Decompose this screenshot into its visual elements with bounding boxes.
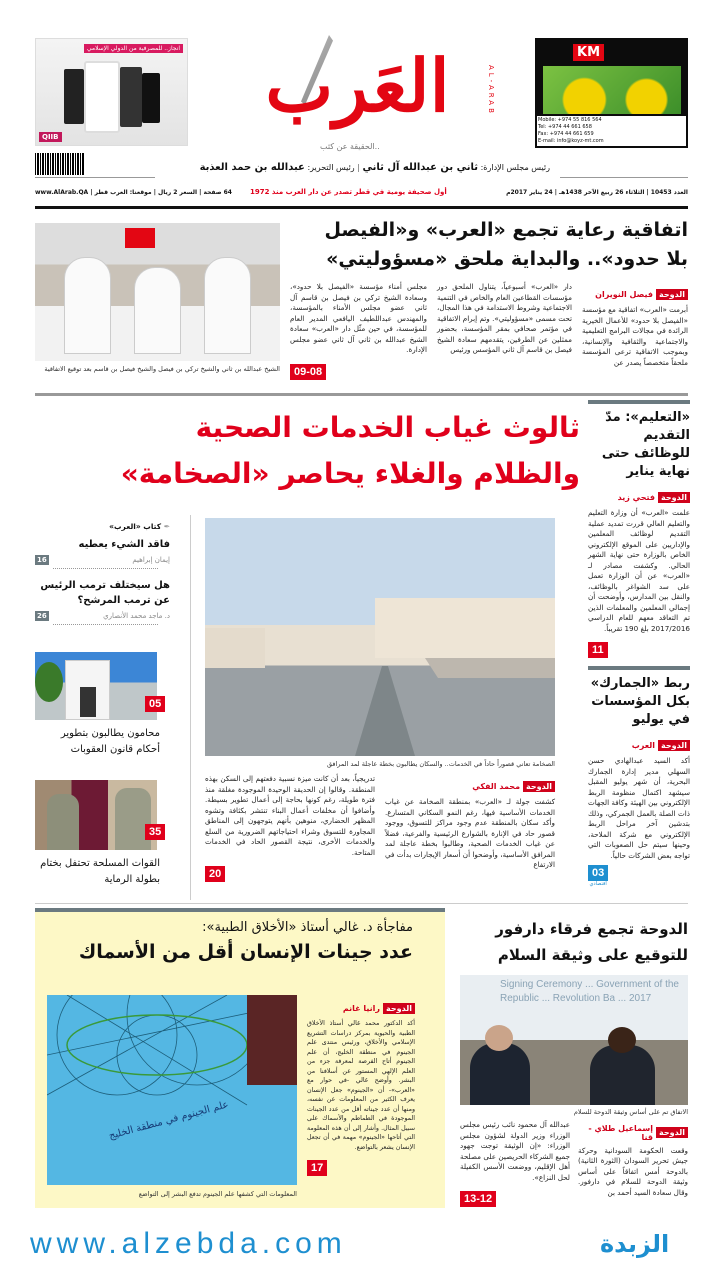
- editor-label: رئيس التحرير:: [307, 163, 355, 172]
- genome-caption: المعلومات التي كشفها علم الجينوم تدفع البشر إلى التواضع: [138, 1190, 297, 1198]
- author: إسماعيل طلاي - قنا: [588, 1123, 654, 1142]
- city-tag: الدوحة: [383, 1003, 415, 1014]
- genome-page-ref[interactable]: 17: [307, 1160, 327, 1176]
- quill-icon: ✒: [163, 522, 170, 531]
- sidebar-article-2[interactable]: [35, 578, 170, 625]
- price: السعر 2 ريال: [158, 189, 198, 196]
- story1-columns: [290, 282, 688, 380]
- ad-fax: Fax: +974 44 661 659: [538, 131, 594, 137]
- author: العرب: [631, 741, 656, 750]
- site-link[interactable]: www.AlArab.QA: [35, 189, 89, 196]
- teaser-1[interactable]: [35, 652, 175, 758]
- page-number: 03: [588, 865, 608, 881]
- main-columns: [205, 774, 555, 882]
- ad-right[interactable]: [535, 38, 688, 148]
- education-page-ref[interactable]: 11: [588, 642, 608, 658]
- genome-photo: [47, 995, 297, 1185]
- main-page-ref[interactable]: 20: [205, 866, 225, 882]
- city-tag: الدوحة: [656, 289, 688, 300]
- genome-byline: [307, 996, 415, 1015]
- site-label: موقعنا: العرب قطر: [94, 189, 152, 196]
- page-ref: 35: [145, 824, 165, 840]
- editors-line: رئيس مجلس الإدارة: ثاني بن عبدالله آل ثاني | رئيس التحرير: عبدالله بن حمد العذبة: [199, 162, 550, 173]
- education-story: [588, 400, 690, 658]
- genome-kicker: مفاجأة د. غالي أستاذ «الأخلاق الطبية»:: [202, 920, 413, 935]
- main-photo: [205, 518, 555, 756]
- author: فتحي زيد: [617, 493, 656, 502]
- darfur-page-ref[interactable]: 13-12: [460, 1191, 496, 1207]
- story1-caption: الشيخ عبدالله بن ثاني والشيخ تركي بن فيصل والشيخ فيصل بن قاسم بعد توقيع الاتفاقية: [44, 365, 280, 373]
- ad-mobile: Mobile: +974 55 816 564: [538, 117, 602, 123]
- main-caption: الصخامة تعاني قصوراً حاداً في الخدمات.. والسكان يطالبون بخطة عاجلة لمد المرافق: [326, 760, 555, 768]
- story1-page-ref[interactable]: 09-08: [290, 364, 326, 380]
- right-column: [588, 400, 690, 889]
- ad-left-headline: انجاز.. للمصرفية من الدولي الإسلامي: [84, 44, 183, 53]
- education-body: علمت «العرب» أن وزارة التعليم والتعليم العالي قررت تمديد عملية التقديم لوظائف المعلمين والإداريين على الموقع الإلكتروني الخاص بالوزارة حتى نهاية الشهر الحالي. وكشفت مصادر لـ «العرب» عن أن الوزارة تعمل على سد الشواغر بالوظائف، والنقل بين المدارس، وأوضحت أن إجمالي المعلمين والمعلمات الذين تم التعاقد معهم للعام الدراسي 2017/2016 بلغ 190 تقريباً.: [588, 508, 690, 633]
- story1-col2: دار «العرب» أسبوعياً، يتناول الملحق دور مؤسسات القطاعين العام والخاص في التنمية الاجتماعية وشروط الاستدامة في هذا المجال، تحت مسمى «مسؤوليتي». وتم إبرام الاتفاقية في مؤتمر صحافي بمقر المؤسسة، بحضور ممثلين عن الطرفين، يتقدمهم سعادة الشيخ فيصل بن قاسم آل ثاني المؤسس ورئيس: [437, 282, 572, 354]
- customs-headline[interactable]: ربط «الجمارك» بكل المؤسسات في يوليو: [590, 676, 690, 727]
- customs-byline: [588, 733, 690, 752]
- teaser-2-photo: [35, 780, 157, 850]
- genome-body: أكد الدكتور محمد غالي أستاذ الأخلاق الطبية والحيوية بمركز دراسات التشريع الإسلامي والأخلاق، ورئيس منتدى علم الجينوم في منطقة الخليج، أن علم الجينوم أتاح الفرصة لمعرفة جزء من العلم الإلهي المستور عن أسلافنا من البشر. وأوضح غالي -في حوار مع «العرب»- أن «الجينوم» جعل الإنسان يعرف الكثير من المعلومات عن نفسه، ومنها أن عدد جيناته أقل من عدد الجينات الموجودة في الطماطم والأسماك على سبيل المثال. وأشار إلى أن هذه المعلومة التي أتاحها «الجينوم» مهمة في أن تجعل الإنسان يشعر بالتواضع.: [307, 1020, 415, 1151]
- main-col2: تدريجياً، بعد أن كانت ميزة نسبية دفعتهم إلى السكن بهذه المنطقة. وقالوا إن الحديقة الوحيدة الموجودة مغلقة منذ فترة طويلة، رغم كونها بحاجة إلى أعمال تطوير بسيطة. وأضافوا أن مخلفات أعمال البناء تنتشر بكثافة وتشوه المظهر الحضاري، منوهين بأنهم يتوجهون إلى المناطق المجاورة للتسوق وشراء احتياجاتهم الضرورية من السلع والخدمات الأخرى، نتيجة القصور الحاد في الخدمات المتاحة.: [205, 774, 375, 857]
- teaser-1-photo: [35, 652, 157, 720]
- darfur-col2: عبدالله آل محمود نائب رئيس مجلس الوزراء وزير الدولة لشؤون مجلس الوزراء: «إن الوثيقة توجت جهود جميع الشركاء الحريصين على مصلحة أهل الإقليم، ووضعت الأسس الكفيلة لحل النزاع».: [460, 1120, 570, 1182]
- story1-headline-line2: بلا حدود».. والبداية ملحق «مسؤوليتي»: [326, 248, 688, 270]
- page-ref: 16: [37, 556, 47, 564]
- footer-logo: الزبدة: [600, 1230, 670, 1258]
- city-tag: الدوحة: [658, 740, 690, 751]
- ad-tel: Tel: +974 44 661 658: [538, 124, 592, 130]
- ad-left[interactable]: [35, 38, 188, 146]
- ad-right-brand: KM: [573, 44, 604, 61]
- main-headline-line1: ثالوث غياب الخدمات الصحية: [195, 411, 580, 444]
- footer-url[interactable]: www.alzebda.com: [30, 1227, 347, 1260]
- slogan: أول صحيفة يومية في قطر تصدر عن دار العرب منذ 1972: [250, 188, 447, 196]
- darfur-columns: [460, 1120, 688, 1207]
- city-tag: الدوحة: [523, 781, 555, 792]
- logo-en: AL-ARAB: [487, 65, 495, 116]
- page-ref: 26: [37, 612, 47, 620]
- author: رانيا غانم: [342, 1004, 381, 1013]
- board-name: ثاني بن عبدالله آل ثاني: [362, 162, 479, 173]
- main-headline-line2: والظلام والغلاء يحاصر «الصخامة»: [120, 457, 580, 490]
- main-col1: كشفت جولة لـ «العرب» بمنطقة الصخامة عن غياب الخدمات الأساسية فيها، رغم النمو السكاني المتسارع. وأكد سكان بالمنطقة عدم وجود مراكز للتسوق، ووجود قصور حاد في الإنارة بالشوارع الرئيسية والفرعية، فضلاً عن غياب الخدمات الصحية، وطالبوا بخطة عاجلة لمد المرافق الأساسية، وأوضحوا أن أسعار الإيجارات بدأت في الارتفاع: [385, 797, 555, 869]
- genome-network-graphic: [47, 995, 297, 1185]
- teaser-2[interactable]: [35, 780, 175, 888]
- barcode: [35, 153, 85, 175]
- page-section: اقتصادي: [589, 881, 607, 887]
- article-title: فاقد الشيء يعطيه: [78, 539, 170, 550]
- genome-box: [35, 908, 445, 1208]
- phone-images: [64, 61, 164, 131]
- customs-story: [588, 666, 690, 889]
- education-headline[interactable]: «التعليم»: مدّ التقديم للوظائف حتى نهاية يناير: [601, 410, 690, 479]
- story1-byline: [582, 282, 688, 301]
- board-label: رئيس مجلس الإدارة:: [480, 163, 550, 172]
- main-byline: [385, 774, 555, 793]
- genome-headline[interactable]: عدد جينات الإنسان أقل من الأسماك: [78, 941, 413, 963]
- teaser-title: القوات المسلحة تحتفل بختام بطولة الرماية: [40, 858, 160, 885]
- customs-page-ref[interactable]: [588, 865, 608, 887]
- tagline: ..الحقيقة عن كثب: [320, 142, 380, 151]
- darfur-col1: وقعت الحكومة السودانية وحركة جيش تحرير السودان (الثورة الثانية) بالدوحة أمس اتفاقاً على أساس وثيقة الدوحة للسلام في دارفور. وقال سعادة السيد أحمد بن: [578, 1145, 688, 1197]
- education-byline: [588, 485, 690, 504]
- meta-line: 64 صفحة | السعر 2 ريال | موقعنا: العرب قطر | www.AlArab.QA: [35, 189, 232, 196]
- editor-name: عبدالله بن حمد العذبة: [199, 162, 305, 173]
- story1-col3: مجلس أمناء مؤسسة «الفيصل بلا حدود»، وسعادة الشيخ تركي بن فيصل بن قاسم آل ثاني عضو مجلس الأمناء بالمؤسسة، والمهندس عبداللطيف اليافعي المدير العام للمؤسسة، في حين مثّل دار «العرب» سعادة الشيخ عبدالله بن ثاني آل ثاني عضو مجلس الإدارة.: [290, 282, 427, 354]
- city-tag: الدوحة: [656, 1127, 688, 1138]
- darfur-caption: الاتفاق تم على أساس وثيقة الدوحة للسلام: [573, 1108, 688, 1116]
- story1-headline[interactable]: [290, 216, 688, 274]
- darfur-photo: [460, 975, 688, 1105]
- pages-count: 64 صفحة: [203, 189, 232, 196]
- page-ref: 05: [145, 696, 165, 712]
- city-tag: الدوحة: [658, 492, 690, 503]
- logo-text: العَرب: [265, 43, 450, 128]
- darfur-headline[interactable]: الدوحة تجمع فرقاء دارفور للتوقيع على وثيقة السلام: [495, 920, 688, 964]
- issue-info: العدد 10453 | الثلاثاء 26 ربيع الآخر 1438هـ | 24 يناير 2017م: [506, 189, 688, 196]
- author: محمد الفكي: [472, 782, 521, 791]
- main-headline[interactable]: [38, 405, 580, 497]
- darfur-byline: [578, 1120, 688, 1142]
- teaser-title: محامون يطالبون بتطوير أحكام قانون العقوبات: [60, 728, 160, 755]
- writers-label: [35, 522, 170, 531]
- sidebar-article-1[interactable]: [35, 538, 170, 569]
- story1-col1: أبرمت «العرب» اتفاقية مع مؤسسة «الفيصل بلا حدود» للأعمال الخيرية الرائدة في مجالات البرامج التعليمية والاجتماعية والثقافية والإنسانية، وبموجب الاتفاقية ترعى المؤسسة ملحقاً متخصصاً يصدر عن: [582, 305, 688, 367]
- genome-poster-text: علم الجينوم في منطقة الخليج: [107, 1099, 230, 1142]
- product-image: [543, 66, 681, 114]
- writers-label-text: كتاب «العرب»: [109, 522, 162, 531]
- article-title: هل سيختلف ترمب الرئيس عن ترمب المرشح؟: [40, 580, 170, 606]
- customs-body: أكد السيد عبدالهادي حسن السهلي مدير إدارة الجمارك البحرية، أن شهر يوليو المقبل سيشهد اكتمال منظومة الربط الإلكتروني بين الهيئة وكافة الجهات ذات الصلة بالعمل الجمركي، وذلك بتدشين آخر مراحل الربط الإلكتروني مع شركة الملاحة، وحينها سيتم حل الصعوبات التي تواجه بعض الشركات حالياً.: [588, 756, 690, 860]
- ad-left-brand: QIIB: [39, 132, 62, 142]
- story1-photo: [35, 223, 280, 361]
- photo-sign-text: Signing Ceremony ... Government of the Republic ... Revolution Ba ... 2017: [500, 979, 679, 1004]
- article-author: د. ماجد محمد الأنصاري: [103, 612, 170, 620]
- author: فيصل النويران: [595, 290, 654, 299]
- logo[interactable]: [235, 35, 495, 155]
- story1-headline-line1: اتفاقية رعاية تجمع «العرب» و«الفيصل: [324, 219, 688, 241]
- ad-email: E-mail: info@koyz-mt.com: [538, 138, 604, 144]
- article-author: إيمان إبراهيم: [132, 556, 170, 564]
